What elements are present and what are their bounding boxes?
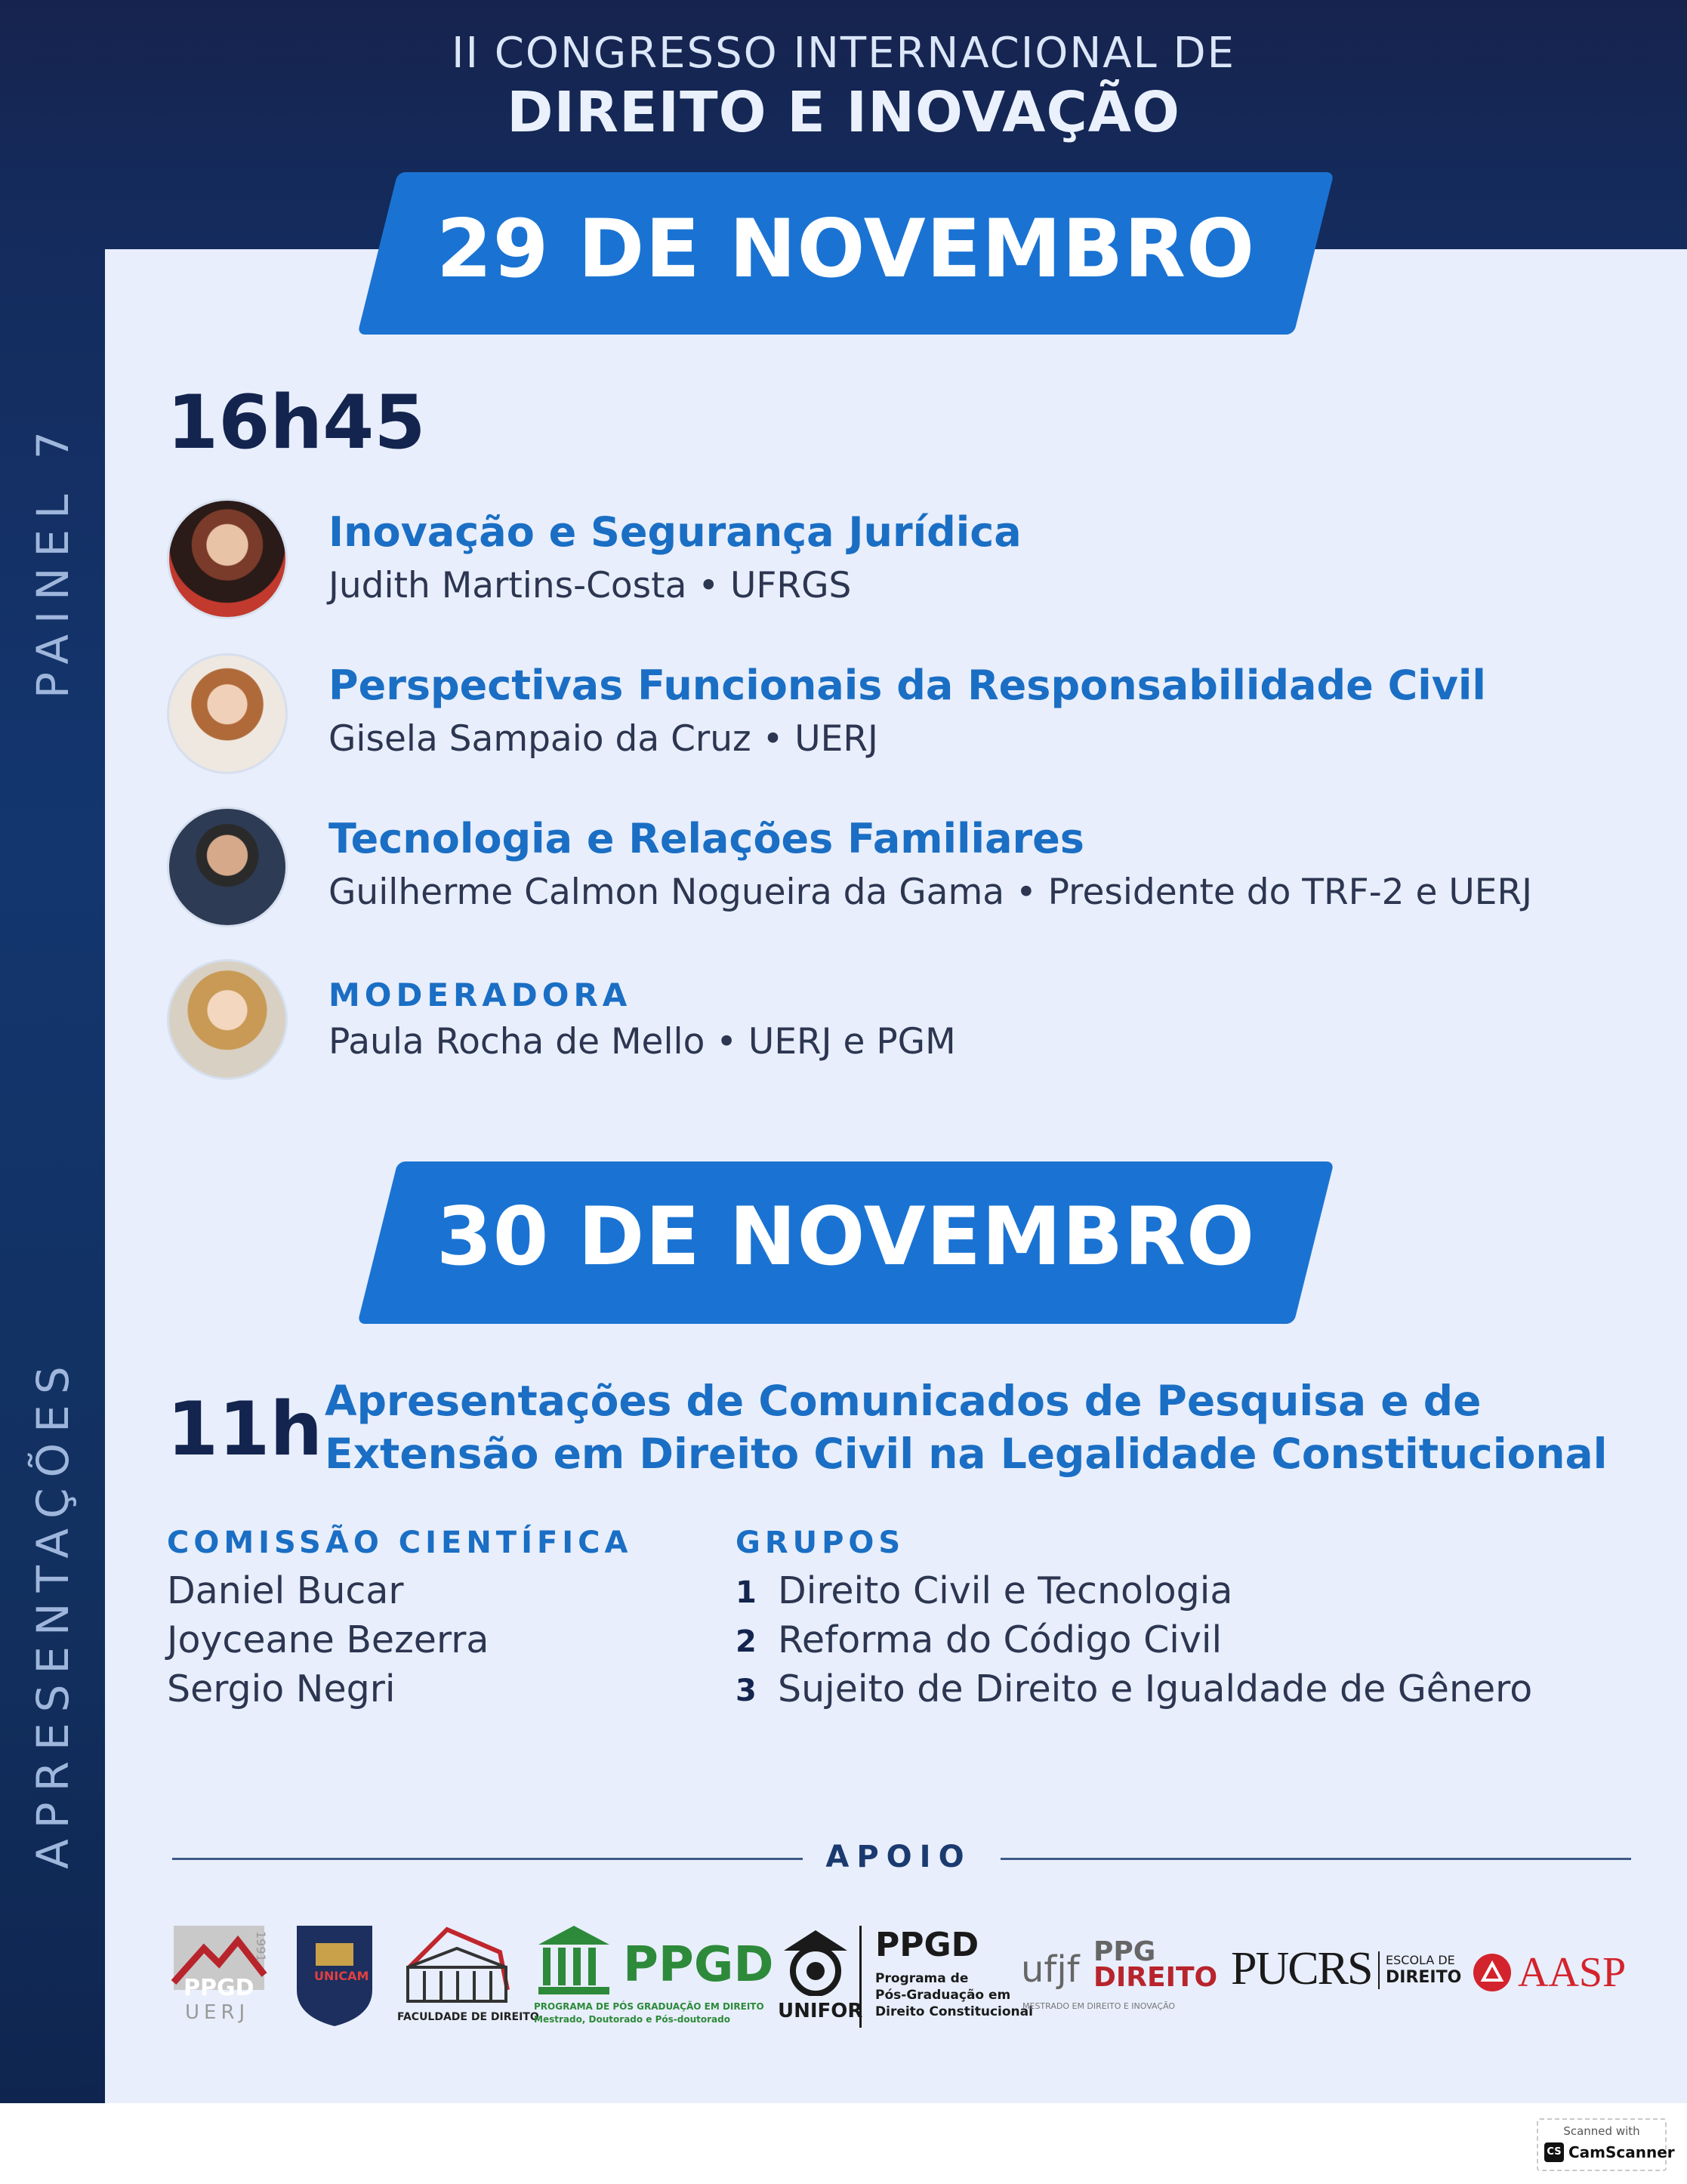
congress-title-line1: II CONGRESSO INTERNACIONAL DE (451, 29, 1236, 78)
unifor-logo (778, 1924, 863, 2026)
time-day1: 16h45 (167, 380, 426, 466)
group-name: Sujeito de Direito e Igualdade de Gênero (778, 1667, 1533, 1710)
ppgd-uerj-logo (162, 1922, 276, 2028)
presentations-title-line1: Apresentações de Comunicados de Pesquisa e de (325, 1377, 1482, 1425)
unifor-name: UNIFOR (778, 2000, 863, 2022)
ppgd-constitucional-logo (859, 1926, 1033, 2028)
ppgd-uerj-year: 1991 (254, 1931, 268, 1962)
talk-speaker: Judith Martins-Costa • UFRGS (328, 565, 852, 606)
ppgd-uerj-name: PPGD (184, 1975, 254, 2001)
presentations-title-line2: Extensão em Direito Civil na Legalidade Constitucional (325, 1430, 1608, 1478)
support-heading: APOIO (825, 1840, 972, 1874)
group-number: 3 (736, 1673, 757, 1708)
ufjf-direito: DIREITO (1093, 1962, 1218, 1993)
unicam-shield-logo (293, 1922, 376, 2028)
side-label-apresentacoes: APRESENTAÇÕES (27, 1356, 79, 1869)
committee-member: Sergio Negri (167, 1667, 396, 1710)
group-number: 1 (736, 1575, 757, 1610)
pucrs-sub1: ESCOLA DE (1386, 1953, 1455, 1967)
ppgd-const-sub1: Programa de (875, 1971, 969, 1986)
talk-title: Inovação e Segurança Jurídica (328, 508, 1022, 556)
groups-heading: GRUPOS (736, 1525, 905, 1560)
unicam-name: UNICAM (314, 1969, 369, 1983)
pucrs-logo (1231, 1942, 1465, 2003)
committee-member: Daniel Bucar (167, 1569, 404, 1612)
talk-title: Tecnologia e Relações Familiares (328, 815, 1084, 862)
talk-speaker: Gisela Sampaio da Cruz • UERJ (328, 718, 878, 760)
talk-title: Perspectivas Funcionais da Responsabilidade Civil (328, 662, 1486, 709)
ppgd-green-sub1: PROGRAMA DE PÓS GRADUAÇÃO EM DIREITO (534, 2001, 764, 2012)
faculdade-direito-logo (394, 1922, 539, 2028)
moderator-label: MODERADORA (328, 976, 632, 1013)
time-day2: 11h (167, 1387, 323, 1473)
pucrs-divider (1378, 1951, 1380, 1989)
group-name: Reforma do Código Civil (778, 1618, 1223, 1661)
camscanner-icon: CS (1544, 2142, 1564, 2162)
speaker-photo-guilherme (167, 807, 288, 927)
congress-title-line2: DIREITO E INOVAÇÃO (507, 80, 1180, 145)
ufjf-ppg-direito-logo (1021, 1933, 1217, 2016)
pucrs-sub2: DIREITO (1386, 1968, 1462, 1987)
ufjf-ppg: PPG (1093, 1936, 1156, 1967)
ppgd-const-sub3: Direito Constitucional (875, 2004, 1033, 2019)
group-number: 2 (736, 1624, 757, 1659)
group-name: Direito Civil e Tecnologia (778, 1569, 1233, 1612)
faculdade-caption: FACULDADE DE DIREITO (397, 2011, 539, 2023)
ppgd-const-sub2: Pós-Graduação em (875, 1988, 1011, 2003)
ppgd-green-sub2: Mestrado, Doutorado e Pós-doutorado (534, 2014, 730, 2025)
speaker-photo-judith (167, 498, 288, 619)
aasp-logo (1473, 1947, 1631, 2000)
date-day2: 30 DE NOVEMBRO (436, 1190, 1256, 1283)
date-day1: 29 DE NOVEMBRO (436, 202, 1256, 295)
ppgd-uerj-sub: UERJ (185, 2001, 250, 2024)
pucrs-name: PUCRS (1231, 1943, 1372, 1994)
moderator-name: Paula Rocha de Mello • UERJ e PGM (328, 1021, 956, 1063)
speaker-photo-gisela (167, 653, 288, 774)
divider-left (172, 1858, 803, 1860)
camscanner-badge (1537, 2118, 1675, 2171)
ufjf-name: ufjf (1021, 1948, 1080, 1991)
committee-heading: COMISSÃO CIENTÍFICA (167, 1525, 633, 1560)
committee-member: Joyceane Bezerra (167, 1618, 489, 1661)
side-label-painel: PAINEL 7 (27, 421, 79, 699)
camscanner-line2: CamScanner (1568, 2143, 1675, 2161)
ppgd-green-name: PPGD (623, 1937, 774, 1993)
moderator-photo-paula (167, 959, 288, 1080)
divider-right (1001, 1858, 1631, 1860)
ppgd-const-name: PPGD (875, 1926, 979, 1964)
aasp-name: AASP (1518, 1949, 1627, 1996)
talk-speaker: Guilherme Calmon Nogueira da Gama • Presidente do TRF-2 e UERJ (328, 871, 1532, 913)
ppgd-green-logo (532, 1922, 774, 2028)
camscanner-line1: Scanned with (1563, 2124, 1640, 2138)
ufjf-sub: MESTRADO EM DIREITO E INOVAÇÃO (1022, 2001, 1176, 2011)
